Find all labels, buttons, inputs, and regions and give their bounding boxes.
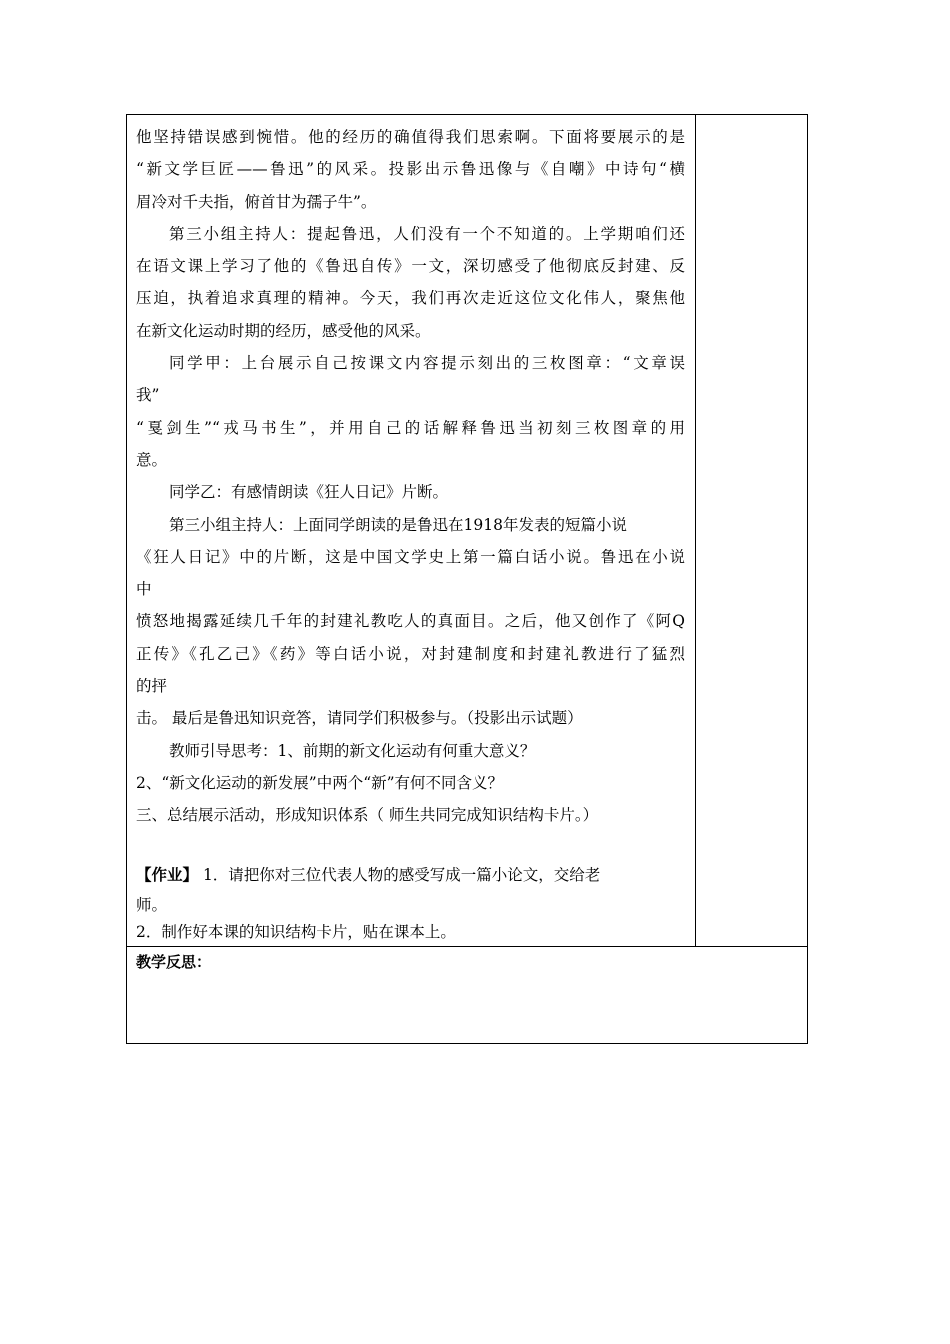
lesson-content-text bbox=[127, 115, 695, 946]
paragraph-line: 教师引导思考：1、前期的新文化运动有何重大意义？ bbox=[169, 741, 536, 760]
homework-label: 【作业】 bbox=[136, 865, 199, 884]
paragraph-line: 眉冷对千夫指，俯首甘为孺子牛”。 bbox=[136, 192, 377, 211]
paragraph-line: 2、“新文化运动的新发展”中两个“新”有何不同含义？ bbox=[136, 773, 504, 792]
paragraph-line: 压迫，执着追求真理的精神。今天，我们再次走近这位文化伟人，聚焦他 bbox=[136, 289, 685, 308]
paragraph-line: 我” bbox=[136, 386, 160, 405]
paragraph-line: 第三小组主持人：提起鲁迅，人们没有一个不知道的。上学期咱们还 bbox=[169, 224, 685, 243]
paragraph-line: 在语文课上学习了他的《鲁迅自传》一文，深切感受了他彻底反封建、反 bbox=[136, 257, 685, 276]
paragraph-line: 第三小组主持人：上面同学朗读的是鲁迅在1918年发表的短篇小说 bbox=[169, 515, 627, 534]
lesson-content-row bbox=[127, 115, 808, 947]
paragraph-line: 他坚持错误感到惋惜。他的经历的确值得我们思索啊。下面将要展示的是 bbox=[136, 128, 685, 146]
paragraph-line: 愤怒地揭露延续几千年的封建礼教吃人的真面目。之后，他又创作了《阿Q bbox=[136, 612, 685, 631]
paragraph-line: 在新文化运动时期的经历，感受他的风采。 bbox=[136, 321, 431, 340]
paragraph-line: 中 bbox=[136, 580, 152, 599]
reflection-title: 教学反思： bbox=[136, 952, 212, 971]
paragraph-line: “新文学巨匠——鲁迅”的风采。投影出示鲁迅像与《自嘲》中诗句“横 bbox=[136, 160, 685, 179]
homework-line: 师。 bbox=[136, 895, 168, 914]
paragraph-line: “戛剑生”“戎马书生”，并用自己的话解释鲁迅当初刻三枚图章的用 bbox=[136, 418, 685, 437]
reflection-row bbox=[127, 946, 808, 1043]
side-notes-cell bbox=[696, 115, 808, 947]
spacer bbox=[136, 832, 685, 858]
paragraph-line: 的抨 bbox=[136, 677, 168, 696]
paragraph-line: 击。 最后是鲁迅知识竞答，请同学们积极参与。（投影出示试题） bbox=[136, 709, 583, 728]
homework-line bbox=[136, 858, 685, 892]
paragraph-line: 同学甲：上台展示自己按课文内容提示刻出的三枚图章：“文章误 bbox=[169, 354, 685, 373]
reflection-cell bbox=[127, 946, 808, 1043]
paragraph-line: 意。 bbox=[136, 450, 168, 469]
paragraph-line: 三、总结展示活动，形成知识体系（ 师生共同完成知识结构卡片。） bbox=[136, 806, 599, 825]
homework-item-2: 2．制作好本课的知识结构卡片，贴在课本上。 bbox=[136, 922, 456, 941]
lesson-content-cell bbox=[127, 115, 696, 947]
lesson-plan-table bbox=[126, 114, 808, 1044]
paragraph-line: 同学乙：有感情朗读《狂人日记》片断。 bbox=[169, 483, 449, 502]
paragraph-line: 《狂人日记》中的片断，这是中国文学史上第一篇白话小说。鲁迅在小说 bbox=[136, 547, 685, 566]
paragraph-line: 正传》《孔乙己》《药》等白话小说，对封建制度和封建礼教进行了猛烈 bbox=[136, 644, 685, 663]
homework-item-1: 1．请把你对三位代表人物的感受写成一篇小论文，交给老 bbox=[198, 865, 601, 884]
